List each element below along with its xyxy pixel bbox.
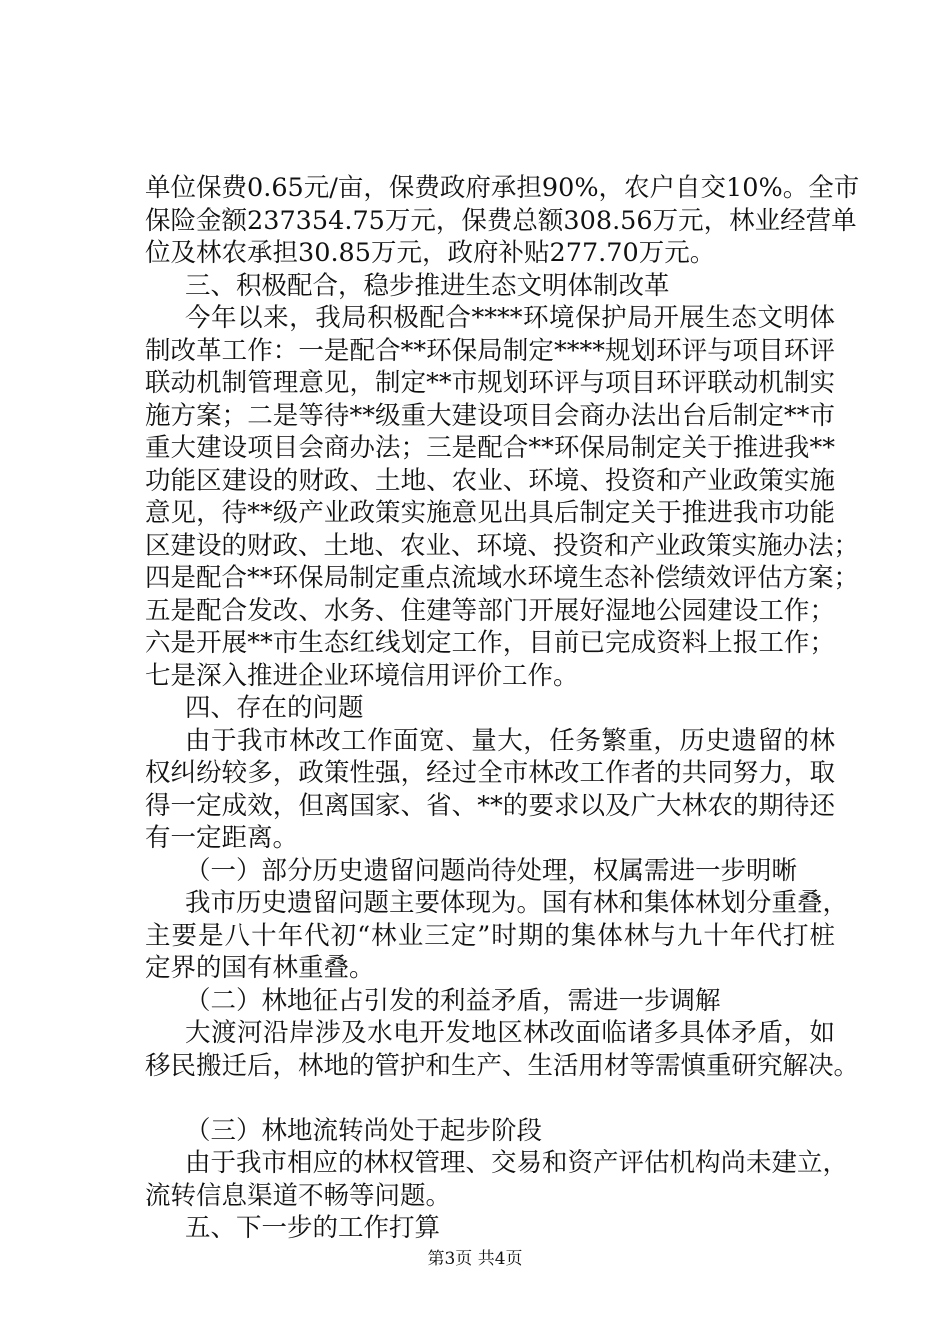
document-body (145, 172, 860, 1245)
body-line: 我市历史遗留问题主要体现为。国有林和集体林划分重叠， (185, 888, 849, 918)
body-line: 四是配合**环保局制定重点流域水环境生态补偿绩效评估方案； (145, 563, 860, 593)
body-line: 功能区建设的财政、土地、农业、环境、投资和产业政策实施 (145, 465, 835, 496)
body-line: 联动机制管理意见，制定**市规划环评与项目环评联动机制实 (145, 368, 835, 398)
body-line: 今年以来，我局积极配合****环境保护局开展生态文明体 (185, 303, 835, 333)
body-line: 移民搬迁后，林地的管护和生产、生活用材等需慎重研究解决。 (145, 1050, 860, 1081)
body-line: 重大建设项目会商办法；三是配合**环保局制定关于推进我** (145, 433, 835, 463)
section-heading: 五、下一步的工作打算 (185, 1213, 441, 1243)
subsection-heading: （三）林地流转尚处于起步阶段 (185, 1115, 543, 1146)
body-line: 流转信息渠道不畅等问题。 (145, 1180, 452, 1211)
section-heading: 三、积极配合，稳步推进生态文明体制改革 (185, 270, 670, 301)
body-line: 七是深入推进企业环境信用评价工作。 (145, 660, 579, 691)
body-line: 施方案；二是等待**级重大建设项目会商办法出台后制定**市 (145, 400, 835, 431)
body-line: 主要是八十年代初“林业三定”时期的集体林与九十年代打桩 (145, 920, 835, 951)
body-line: 保险金额237354.75万元，保费总额308.56万元，林业经营单 (145, 205, 857, 236)
body-line: 单位保费0.65元/亩，保费政府承担90%，农户自交10%。全市 (145, 173, 860, 203)
subsection-heading: （一）部分历史遗留问题尚待处理，权属需进一步明晰 (185, 855, 798, 886)
body-line: 由于我市林改工作面宽、量大，任务繁重，历史遗留的林 (185, 725, 835, 756)
page-footer (0, 1244, 950, 1269)
body-line: 大渡河沿岸涉及水电开发地区林改面临诸多具体矛盾，如 (185, 1018, 835, 1048)
body-line: 由于我市相应的林权管理、交易和资产评估机构尚未建立， (185, 1148, 849, 1178)
subsection-heading: （二）林地征占引发的利益矛盾，需进一步调解 (185, 985, 721, 1016)
body-line: 六是开展**市生态红线划定工作，目前已完成资料上报工作； (145, 628, 835, 658)
body-line: 得一定成效，但离国家、省、**的要求以及广大林农的期待还 (145, 790, 835, 821)
body-line: 区建设的财政、土地、农业、环境、投资和产业政策实施办法； (145, 530, 860, 561)
body-line: 权纠纷较多，政策性强，经过全市林改工作者的共同努力，取 (145, 758, 835, 788)
body-line: 定界的国有林重叠。 (145, 953, 375, 983)
body-line: 五是配合发改、水务、住建等部门开展好湿地公园建设工作； (145, 595, 835, 626)
body-line: 意见，待**级产业政策实施意见出具后制定关于推进我市功能 (145, 498, 835, 528)
body-line: 有一定距离。 (145, 823, 299, 853)
body-line: 位及林农承担30.85万元，政府补贴277.70万元。 (145, 238, 716, 268)
body-line: 制改革工作：一是配合**环保局制定****规划环评与项目环评 (145, 335, 835, 366)
paragraph-gap (145, 1082, 835, 1115)
section-heading: 四、存在的问题 (185, 693, 364, 723)
page-number: 第3页 共4页 (427, 1249, 523, 1269)
